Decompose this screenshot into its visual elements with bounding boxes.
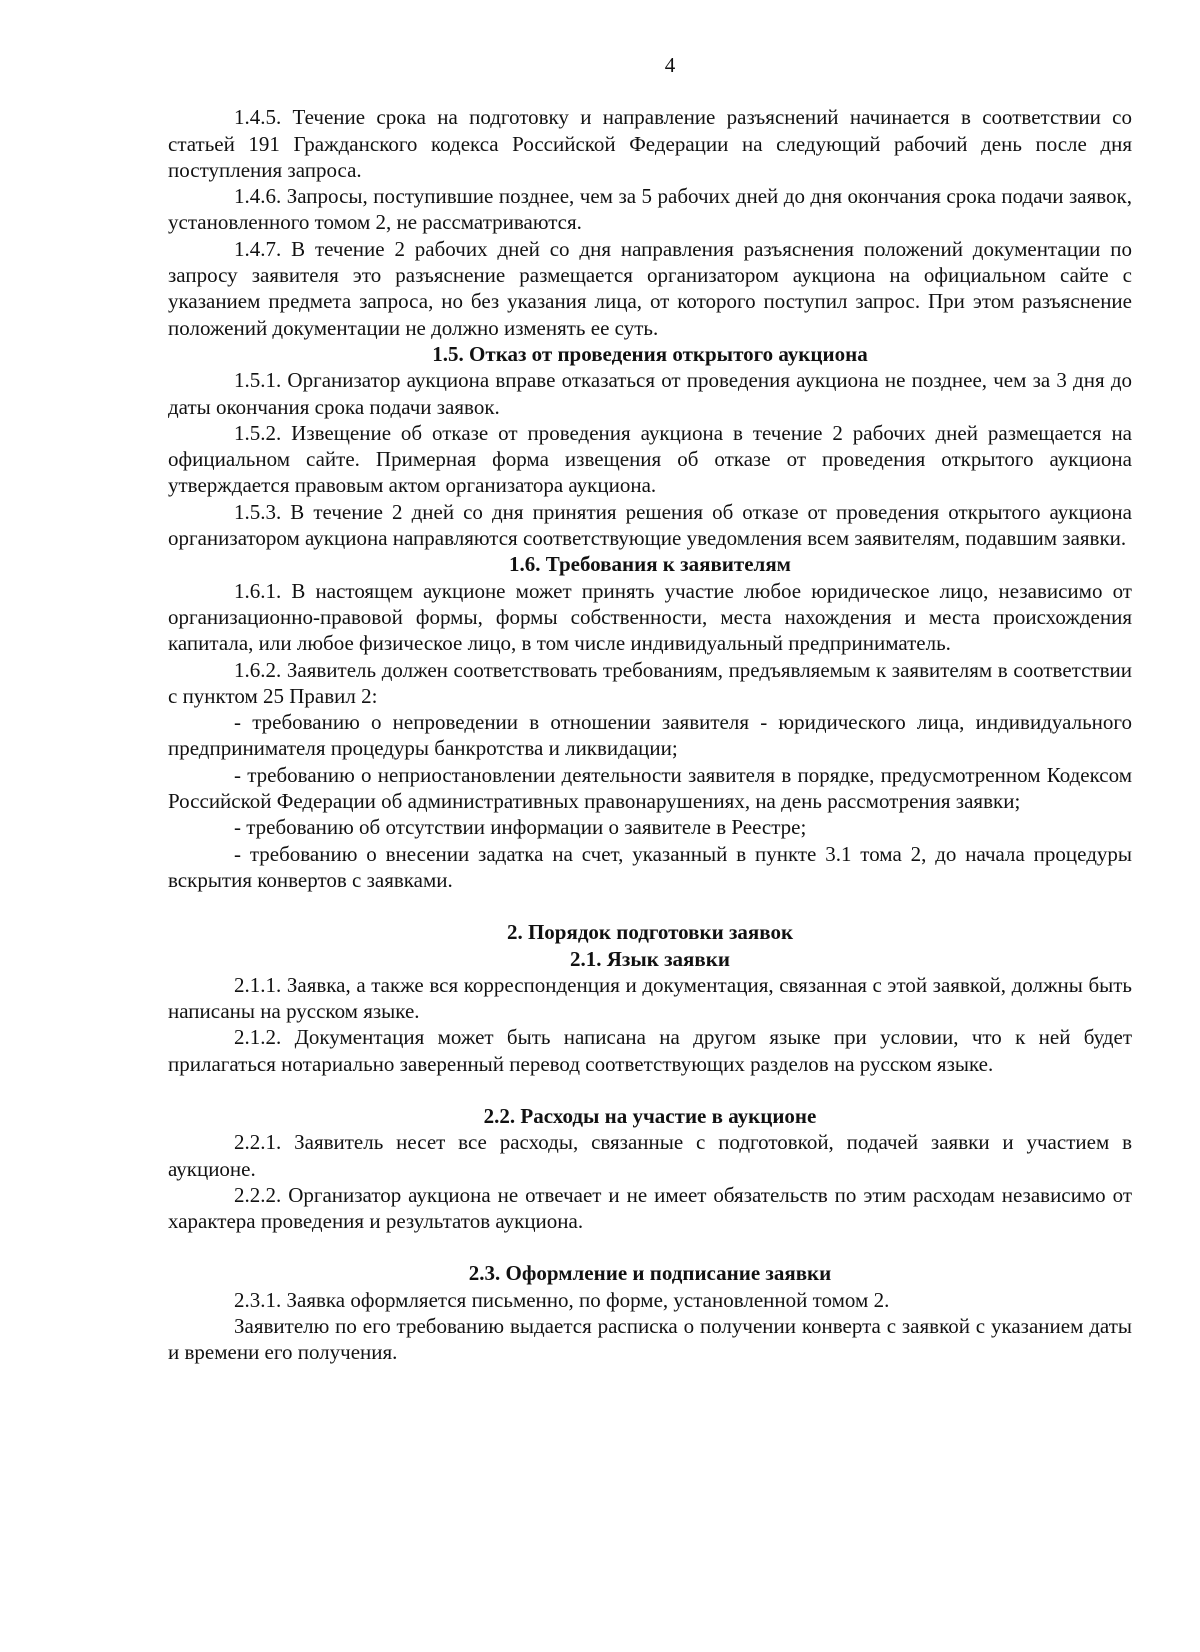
section-spacer	[168, 1077, 1132, 1103]
paragraph: 2.2.2. Организатор аукциона не отвечает и не имеет обязательств по этим расходам независимо от характера проведения и результатов аукциона.	[168, 1182, 1132, 1234]
section-spacer	[168, 893, 1132, 919]
paragraph: 1.4.7. В течение 2 рабочих дней со дня направления разъяснения положений документации по запросу заявителя это разъяснение размещается организатором аукциона на официальном сайте с указанием предмета запроса, но без указания лица, от которого поступил запрос. При этом разъяснение положений документации не должно изменять ее суть.	[168, 236, 1132, 340]
page-number: 4	[664, 53, 676, 77]
paragraph: 1.6.1. В настоящем аукционе может принять участие любое юридическое лицо, независимо от организационно-правовой формы, формы собственности, места нахождения и места происхождения капитала, или любое физическое лицо, в том числе индивидуальный предприниматель.	[168, 578, 1132, 656]
paragraph: 2.1.2. Документация может быть написана на другом языке при условии, что к ней будет прилагаться нотариально заверенный перевод соответствующих разделов на русском языке.	[168, 1025, 1132, 1076]
paragraph: 1.5.3. В течение 2 дней со дня принятия решения об отказе от проведения открытого аукциона организатором аукциона направляются соответствующие уведомления всем заявителям, подавшим заявки.	[168, 499, 1132, 551]
section-spacer	[168, 1234, 1132, 1260]
paragraph: 2.2.1. Заявитель несет все расходы, связанные с подготовкой, подачей заявки и участием в аукционе.	[168, 1130, 1132, 1181]
paragraph: 1.5.2. Извещение об отказе от проведения аукциона в течение 2 рабочих дней размещается на официальном сайте. Примерная форма извещения об отказе от проведения открытого аукциона утверждается правовым актом организатора аукциона.	[168, 420, 1132, 498]
paragraph: 2.3.1. Заявка оформляется письменно, по форме, установленной томом 2.	[234, 1287, 890, 1312]
section-heading: 2.2. Расходы на участие в аукционе	[483, 1103, 817, 1128]
section-heading: 2. Порядок подготовки заявок	[506, 920, 794, 945]
document-body	[168, 104, 1132, 1365]
section-heading: 2.1. Язык заявки	[570, 946, 730, 971]
paragraph: Заявителю по его требованию выдается расписка о получении конверта с заявкой с указанием даты и времени его получения.	[168, 1314, 1132, 1365]
section-heading: 1.5. Отказ от проведения открытого аукциона	[432, 341, 868, 366]
paragraph: 1.4.5. Течение срока на подготовку и направление разъяснений начинается в соответствии со статьей 191 Гражданского кодекса Российской Федерации на следующий рабочий день после дня поступления запроса.	[168, 105, 1132, 182]
paragraph: 2.1.1. Заявка, а также вся корреспонденция и документация, связанная с этой заявкой, должны быть написаны на русском языке.	[168, 972, 1132, 1024]
section-heading: 2.3. Оформление и подписание заявки	[468, 1261, 832, 1286]
paragraph: 1.5.1. Организатор аукциона вправе отказаться от проведения аукциона не позднее, чем за 3 дня до даты окончания срока подачи заявок.	[168, 368, 1132, 419]
section-heading: 1.6. Требования к заявителям	[509, 552, 791, 577]
paragraph: 1.4.6. Запросы, поступившие позднее, чем за 5 рабочих дней до дня окончания срока подачи заявок, установленного томом 2, не рассматриваются.	[168, 184, 1132, 235]
paragraph: 1.6.2. Заявитель должен соответствовать требованиям, предъявляемым к заявителям в соответствии с пунктом 25 Правил 2:	[168, 657, 1132, 708]
paragraph: - требованию о неприостановлении деятельности заявителя в порядке, предусмотренном Кодексом Российской Федерации об административных правонарушениях, на день рассмотрения заявки;	[168, 762, 1132, 814]
paragraph: - требованию о внесении задатка на счет, указанный в пункте 3.1 тома 2, до начала процедуры вскрытия конвертов с заявками.	[168, 841, 1132, 892]
paragraph: - требованию о непроведении в отношении заявителя - юридического лица, индивидуального предпринимателя процедуры банкротства и ликвидации;	[168, 710, 1132, 761]
paragraph: - требованию об отсутствии информации о заявителе в Реестре;	[234, 815, 807, 840]
